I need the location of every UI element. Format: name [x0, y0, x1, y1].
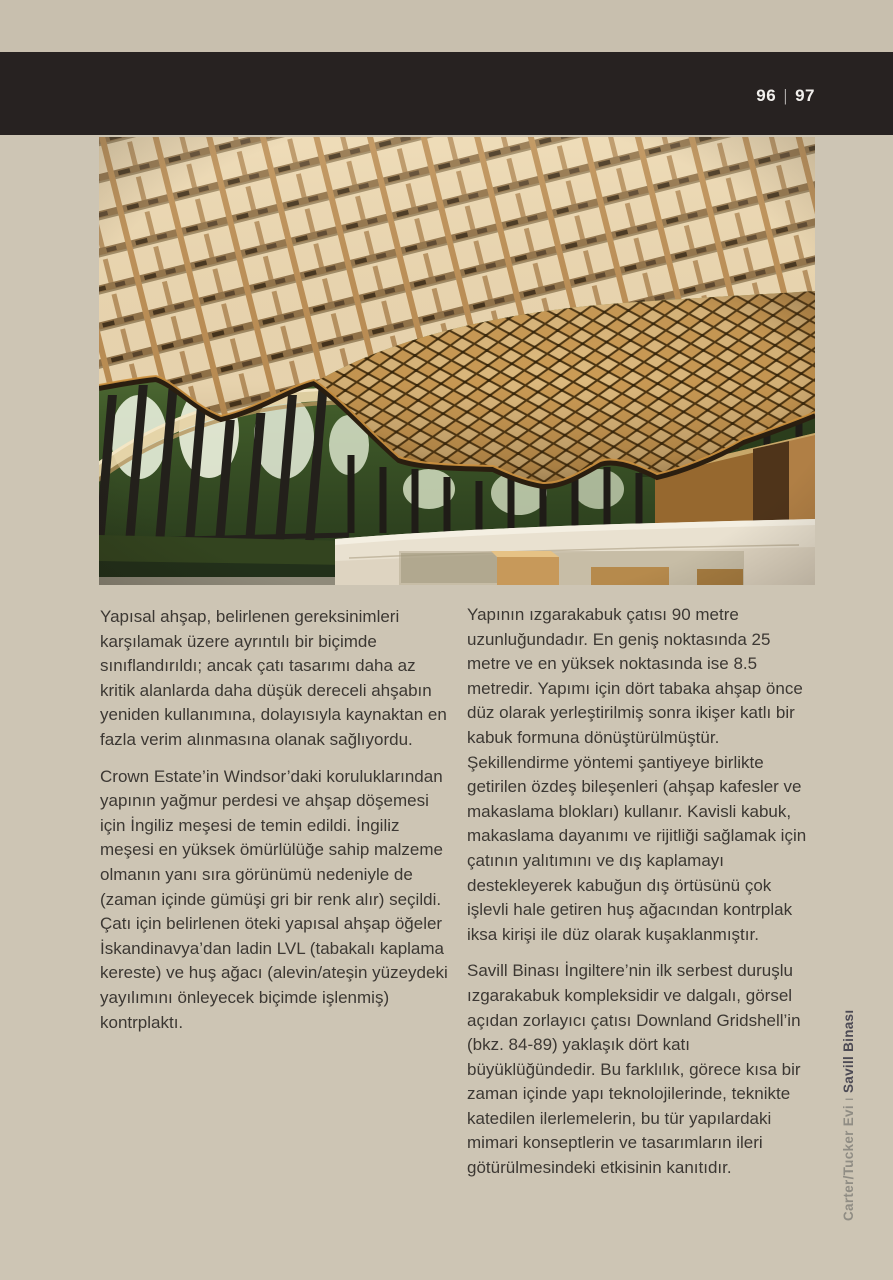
paragraph: Yapısal ahşap, belirlenen gereksinimleri karşılamak üzere ayrıntılı bir biçimde sınıflandırıldı; ancak çatı tasarımı daha az kritik alanlarda daha düşük dereceli ahşabın yeniden kullanımına, dolayısıyla kaynaktan en fazla verim alınmasına olanak sağlıyordu. [100, 607, 447, 749]
page-number-separator: | [784, 86, 788, 105]
sidebar-chapter-label: Carter/Tucker Evi [841, 1105, 856, 1221]
photo-vignette [99, 137, 815, 585]
sidebar-separator: ı [841, 1097, 856, 1102]
page-number-left: 96 [756, 86, 777, 105]
page-number-right: 97 [795, 86, 815, 105]
paragraph: Savill Binası İngiltere’nin ilk serbest duruşlu ızgarakabuk kompleksidir ve dalgalı, görsel açıdan zorlayıcı çatısı Downland Gridshell’in (bkz. 84-89) yaklaşık dört katı büyüklüğündedir. Bu farklılık, görece kısa bir zaman içinde yapı teknolojilerinde, teknikte katedilen ilerlemelerin, bu tür yapılardaki mimari konseptlerin ve tasarımların ileri götürülmesindeki etkisinin kanıtıdır. [467, 961, 801, 1178]
chapter-sidebar-caption [841, 1010, 856, 1221]
page-numbers [756, 86, 815, 106]
sidebar-current-label: Savill Binası [841, 1009, 856, 1094]
paragraph: Yapının ızgarakabuk çatısı 90 metre uzunluğundadır. En geniş noktasında 25 metre ve en yüksek noktasında ise 8.5 metredir. Yapımı için dört tabaka ahşap önce düz olarak yerleştirilmiş sonra ikişer katlı bir kabuk formuna dönüştürülmüştür. Şekillendirme yöntemi şantiyeye birlikte getirilen özdeş bileşenleri (ahşap kafesler ve makaslama blokları) kullanır. Kavisli kabuk, makaslama dayanımı ve rijitliği sağlamak için çatının yalıtımını ve dış kaplamayı destekleyerek kabuğun dış örtüsünü çok işlevli hale getiren huş ağacından kontrplak iksa kirişi ile düz olarak kuşaklanmıştır. [467, 605, 807, 944]
text-column-right [467, 603, 815, 1193]
top-margin-strip [0, 0, 893, 52]
savill-building-photo [99, 137, 815, 585]
paragraph: Crown Estate’in Windsor’daki koruluklarından yapının yağmur perdesi ve ahşap döşemesi için İngiliz meşesi de temin edildi. İngiliz meşesi en yüksek ömürlülüğe sahip malzeme olmanın yanı sıra görünümü nedeniyle de (zaman içinde gümüşi gri bir renk alır) seçildi. Çatı için belirlenen öteki yapısal ahşap öğeler İskandinavya’dan ladin LVL (tabakalı kaplama kereste) ve huş ağacı (alevin/ateşin yüzeydeki yayılımını önleyecek biçimde işlenmiş) kontrplaktı. [100, 766, 448, 1032]
text-column-left [100, 605, 448, 1047]
